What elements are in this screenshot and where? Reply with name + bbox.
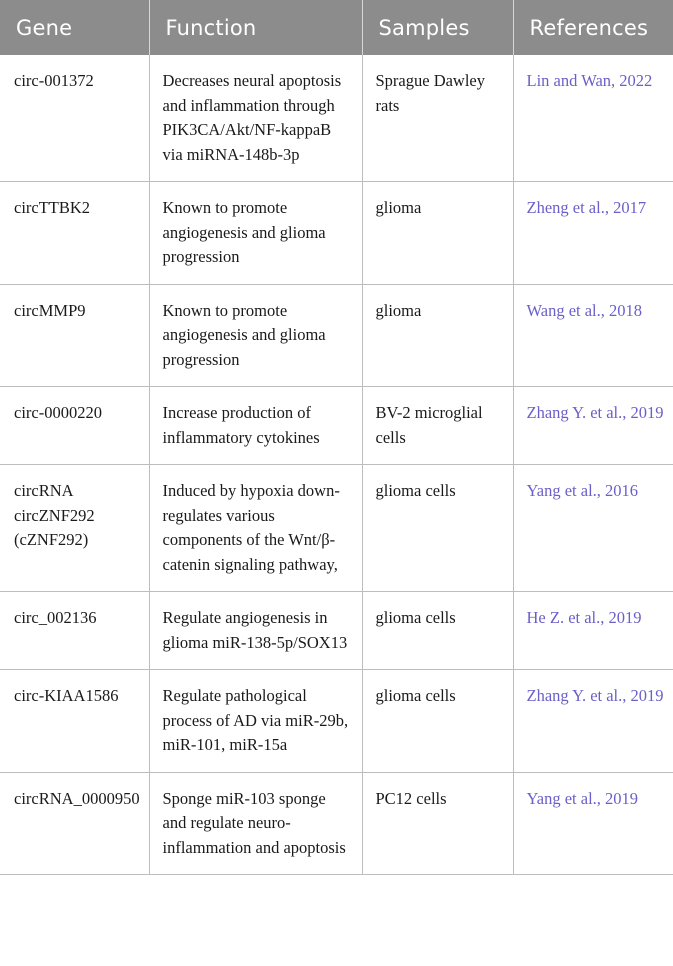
- samples-cell: Sprague Dawley rats: [362, 55, 513, 182]
- samples-cell: PC12 cells: [362, 772, 513, 875]
- function-cell: Increase production of inflammatory cytokines: [149, 387, 362, 465]
- reference-link[interactable]: Yang et al., 2016: [513, 465, 673, 592]
- gene-cell: circ-001372: [0, 55, 149, 182]
- table-row: [0, 465, 673, 592]
- function-cell: Known to promote angiogenesis and glioma progression: [149, 284, 362, 387]
- samples-cell: glioma cells: [362, 465, 513, 592]
- table-body: [0, 55, 673, 875]
- function-cell: Regulate pathological process of AD via miR-29b, miR-101, miR-15a: [149, 670, 362, 773]
- header-row: [0, 0, 673, 55]
- table-row: [0, 592, 673, 670]
- function-cell: Sponge miR-103 sponge and regulate neuro-inflammation and apoptosis: [149, 772, 362, 875]
- gene-cell: circRNA circZNF292 (cZNF292): [0, 465, 149, 592]
- function-cell: Induced by hypoxia down-regulates various components of the Wnt/β-catenin signaling pathway,: [149, 465, 362, 592]
- gene-cell: circTTBK2: [0, 182, 149, 285]
- header-references: References: [513, 0, 673, 55]
- samples-cell: glioma cells: [362, 670, 513, 773]
- gene-cell: circ-KIAA1586: [0, 670, 149, 773]
- table-row: [0, 55, 673, 182]
- samples-cell: glioma cells: [362, 592, 513, 670]
- reference-link[interactable]: Zheng et al., 2017: [513, 182, 673, 285]
- header-samples: Samples: [362, 0, 513, 55]
- header-function: Function: [149, 0, 362, 55]
- gene-cell: circMMP9: [0, 284, 149, 387]
- table-row: [0, 772, 673, 875]
- reference-link[interactable]: Zhang Y. et al., 2019: [513, 387, 673, 465]
- samples-cell: BV-2 microglial cells: [362, 387, 513, 465]
- function-cell: Regulate angiogenesis in glioma miR-138-5p/SOX13: [149, 592, 362, 670]
- table-row: [0, 387, 673, 465]
- table-row: [0, 284, 673, 387]
- gene-cell: circ-0000220: [0, 387, 149, 465]
- samples-cell: glioma: [362, 284, 513, 387]
- samples-cell: glioma: [362, 182, 513, 285]
- table-row: [0, 182, 673, 285]
- reference-link[interactable]: Yang et al., 2019: [513, 772, 673, 875]
- reference-link[interactable]: Lin and Wan, 2022: [513, 55, 673, 182]
- function-cell: Known to promote angiogenesis and glioma progression: [149, 182, 362, 285]
- gene-cell: circ_002136: [0, 592, 149, 670]
- table-row: [0, 670, 673, 773]
- gene-cell: circRNA_0000950: [0, 772, 149, 875]
- function-cell: Decreases neural apoptosis and inflammation through PIK3CA/Akt/NF-kappaB via miRNA-148b-3p: [149, 55, 362, 182]
- reference-link[interactable]: He Z. et al., 2019: [513, 592, 673, 670]
- header-gene: Gene: [0, 0, 149, 55]
- table-header: [0, 0, 673, 55]
- reference-link[interactable]: Zhang Y. et al., 2019: [513, 670, 673, 773]
- reference-link[interactable]: Wang et al., 2018: [513, 284, 673, 387]
